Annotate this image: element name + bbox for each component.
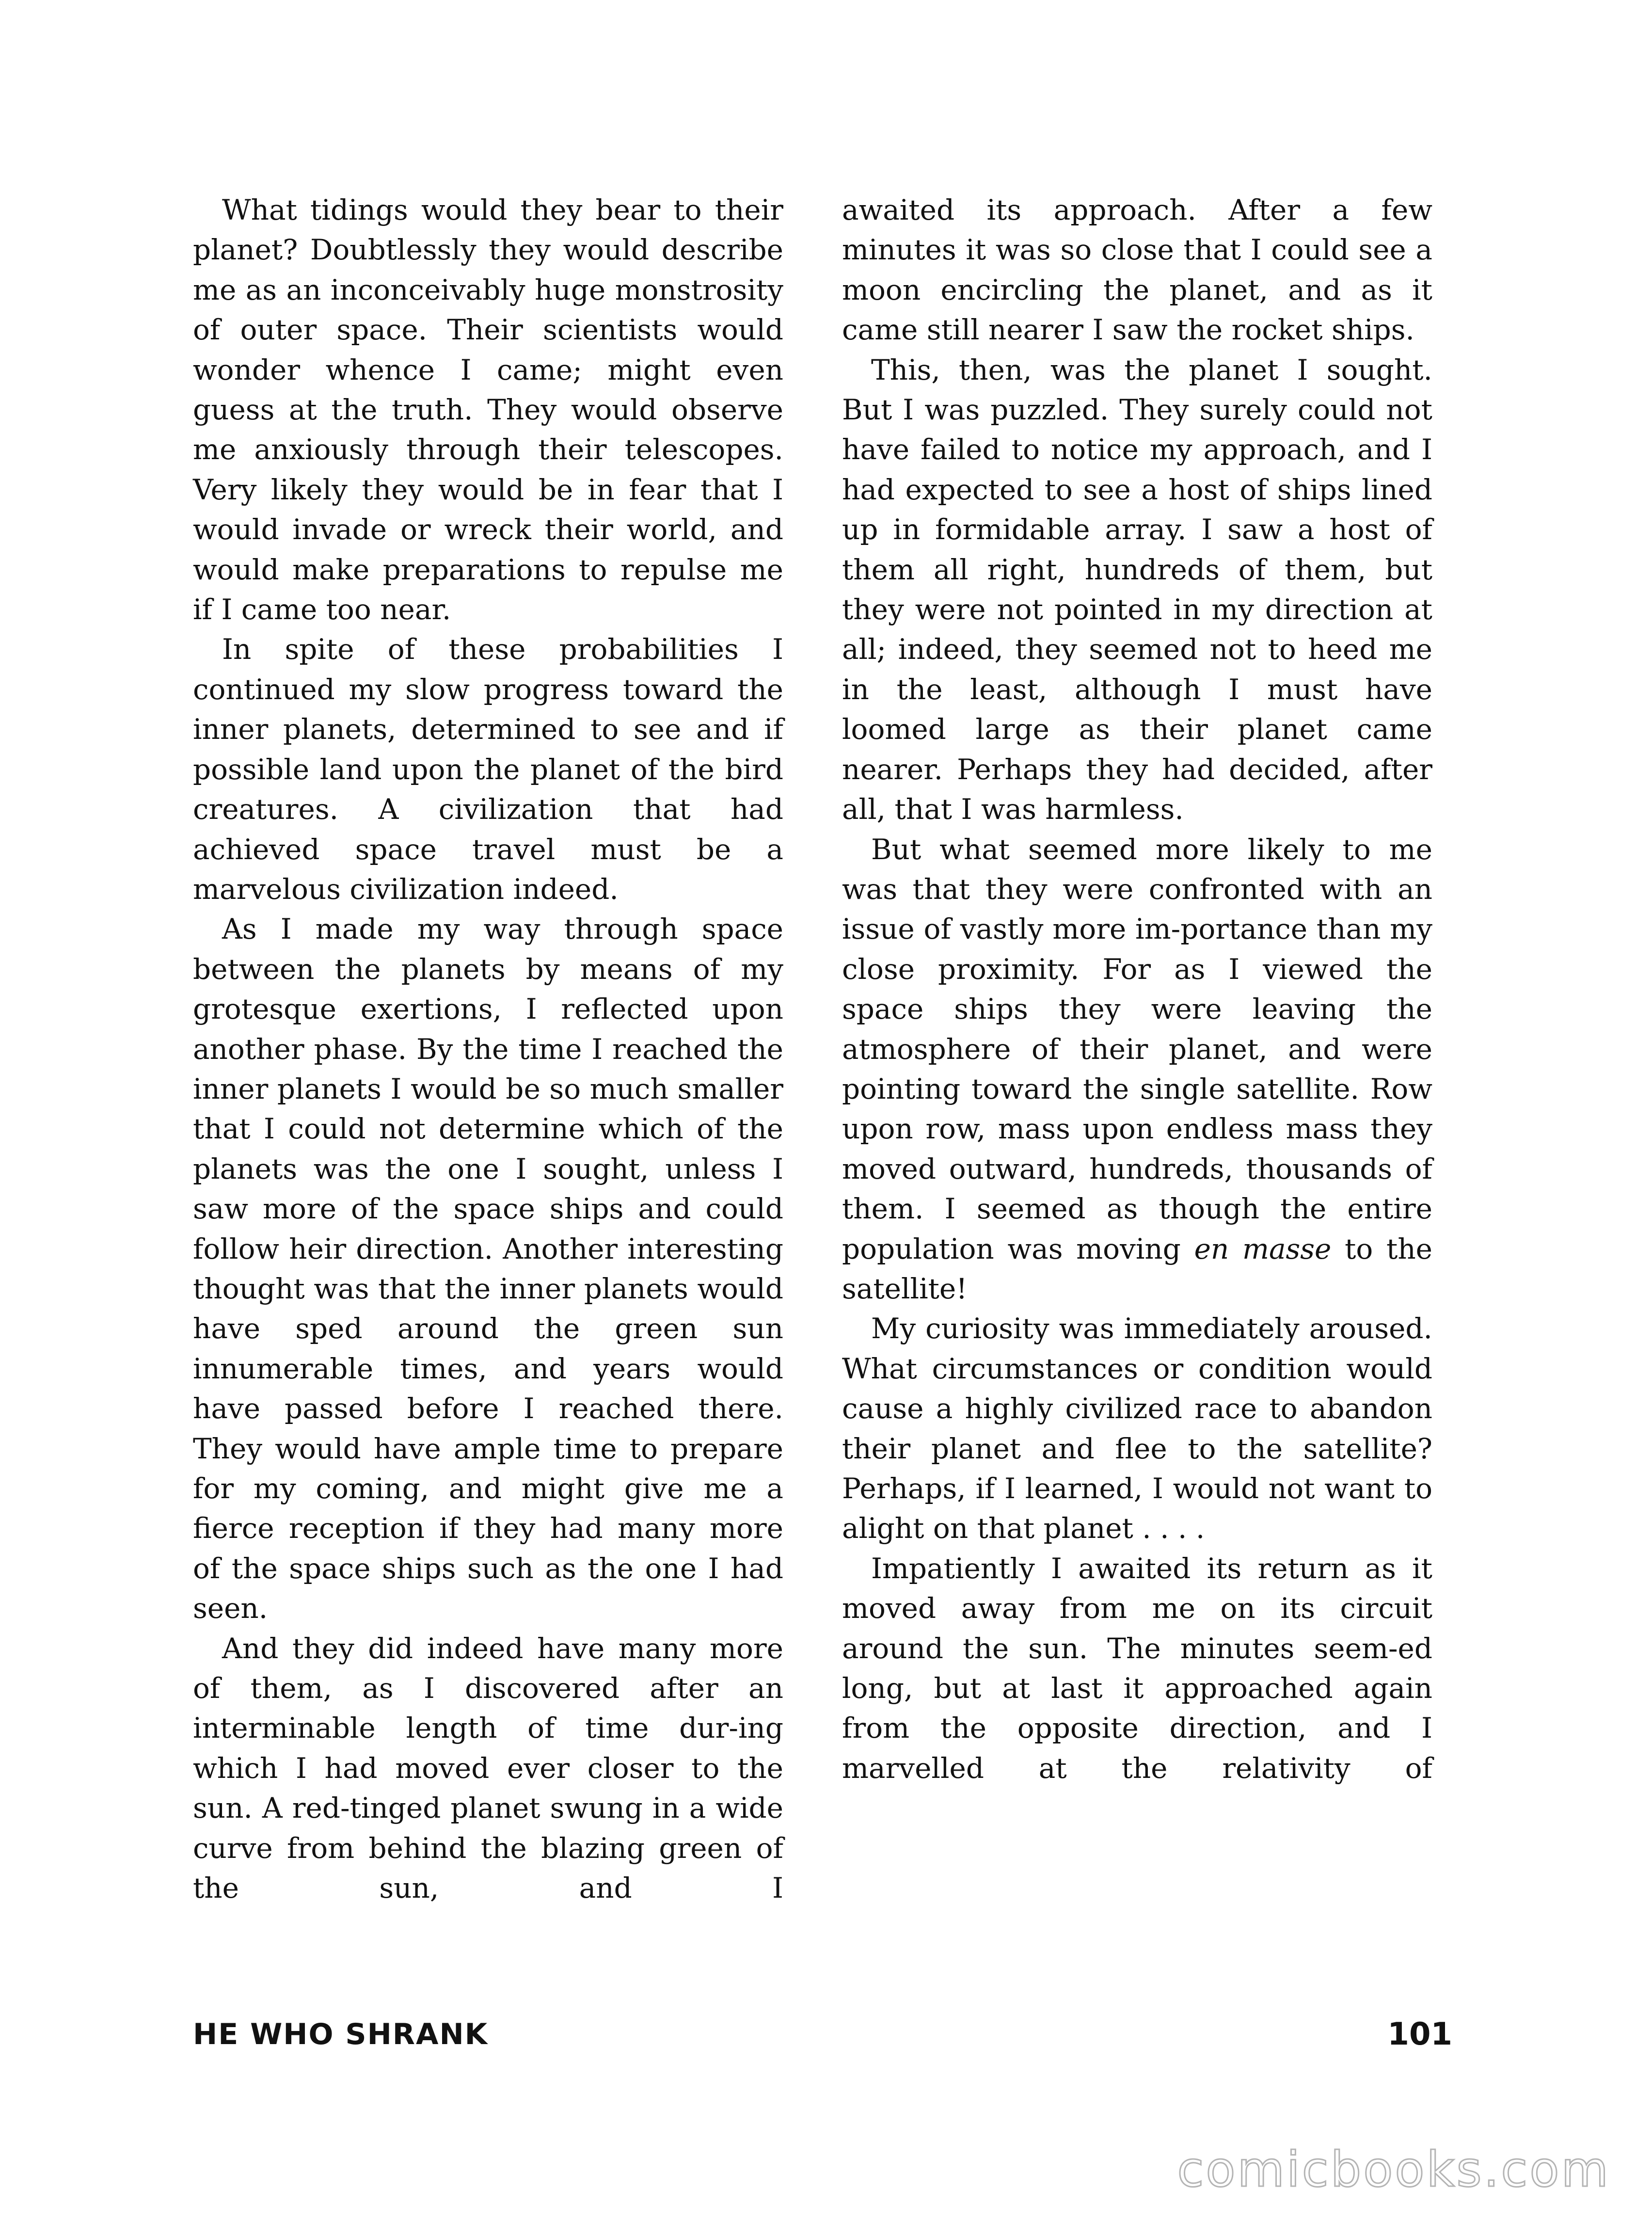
paragraph: What tidings would they bear to their planet? Doubtlessly they would describe me as an inconceivably huge monstrosity of outer space. Their scientists would wonder whence I came; might even guess at the truth. They would observe me anxiously through their telescopes. Very likely they would be in fear that I would invade or wreck their world, and would make preparations to repulse me if I came too near. — [193, 193, 783, 626]
page-number: 101 — [1387, 2016, 1452, 2052]
italic-phrase: en masse — [1194, 1232, 1332, 1265]
paragraph — [842, 830, 1432, 1309]
paragraph: As I made my way through space between the planets by means of my grotesque exertions, I reflected upon another phase. By the time I reached the inner planets I would be so much smaller that I could not determine which of the planets was the one I sought, unless I saw more of the space ships and could follow heir direction. Another interesting thought was that the inner planets would have sped around the green sun innumerable times, and years would have passed before I reached there. They would have ample time to prepare for my coming, and might give me a fierce reception if they had many more of the space ships such as the one I had seen. — [193, 912, 783, 1625]
paragraph: In spite of these probabilities I continued my slow progress toward the inner planets, determined to see and if possible land upon the planet of the bird creatures. A civilization that had achieved space travel must be a marvelous civilization indeed. — [193, 633, 783, 906]
paragraph: Impatiently I awaited its return as it moved away from me on its circuit around the sun. The minutes seem-ed long, but at last it approached again from the opposite direction, and I marvelled at the relativity of — [842, 1551, 1432, 1785]
watermark: comicbooks.com — [1177, 2141, 1610, 2198]
text-run: to the satellite! — [842, 1232, 1432, 1305]
paragraph: This, then, was the planet I sought. But I was puzzled. They surely could not have failed to notice my approach, and I had expected to see a host of ships lined up in formidable array. I saw a host of them all right, hundreds of them, but they were not pointed in my direction at all; indeed, they seemed not to heed me in the least, although I must have loomed large as their planet came nearer. Perhaps they had decided, after all, that I was harmless. — [842, 353, 1432, 826]
paragraph: My curiosity was immediately aroused. What circumstances or condition would cause a highly civilized race to abandon their planet and flee to the satellite? Perhaps, if I learned, I would not want to alight on that planet . . . . — [842, 1312, 1432, 1545]
right-text-column — [842, 190, 1432, 1788]
paragraph: And they did indeed have many more of them, as I discovered after an interminable length of time dur-ing which I had moved ever closer to the sun. A red-tinged planet swung in a wide curve from behind the blazing green of the sun, and I — [193, 1631, 783, 1905]
left-text-column — [193, 190, 783, 1908]
paragraph: awaited its approach. After a few minutes it was so close that I could see a moon encircling the planet, and as it came still nearer I saw the rocket ships. — [842, 193, 1432, 347]
running-title: HE WHO SHRANK — [193, 2017, 489, 2051]
text-run: But what seemed more likely to me was that they were confronted with an issue of vastly more im-portance than my close proximity. For as I viewed the space ships they were leaving the atmosphere of their planet, and were pointing toward the single satellite. Row upon row, mass upon endless mass they moved outward, hundreds, thousands of them. I seemed as though the entire population was moving — [842, 832, 1432, 1265]
